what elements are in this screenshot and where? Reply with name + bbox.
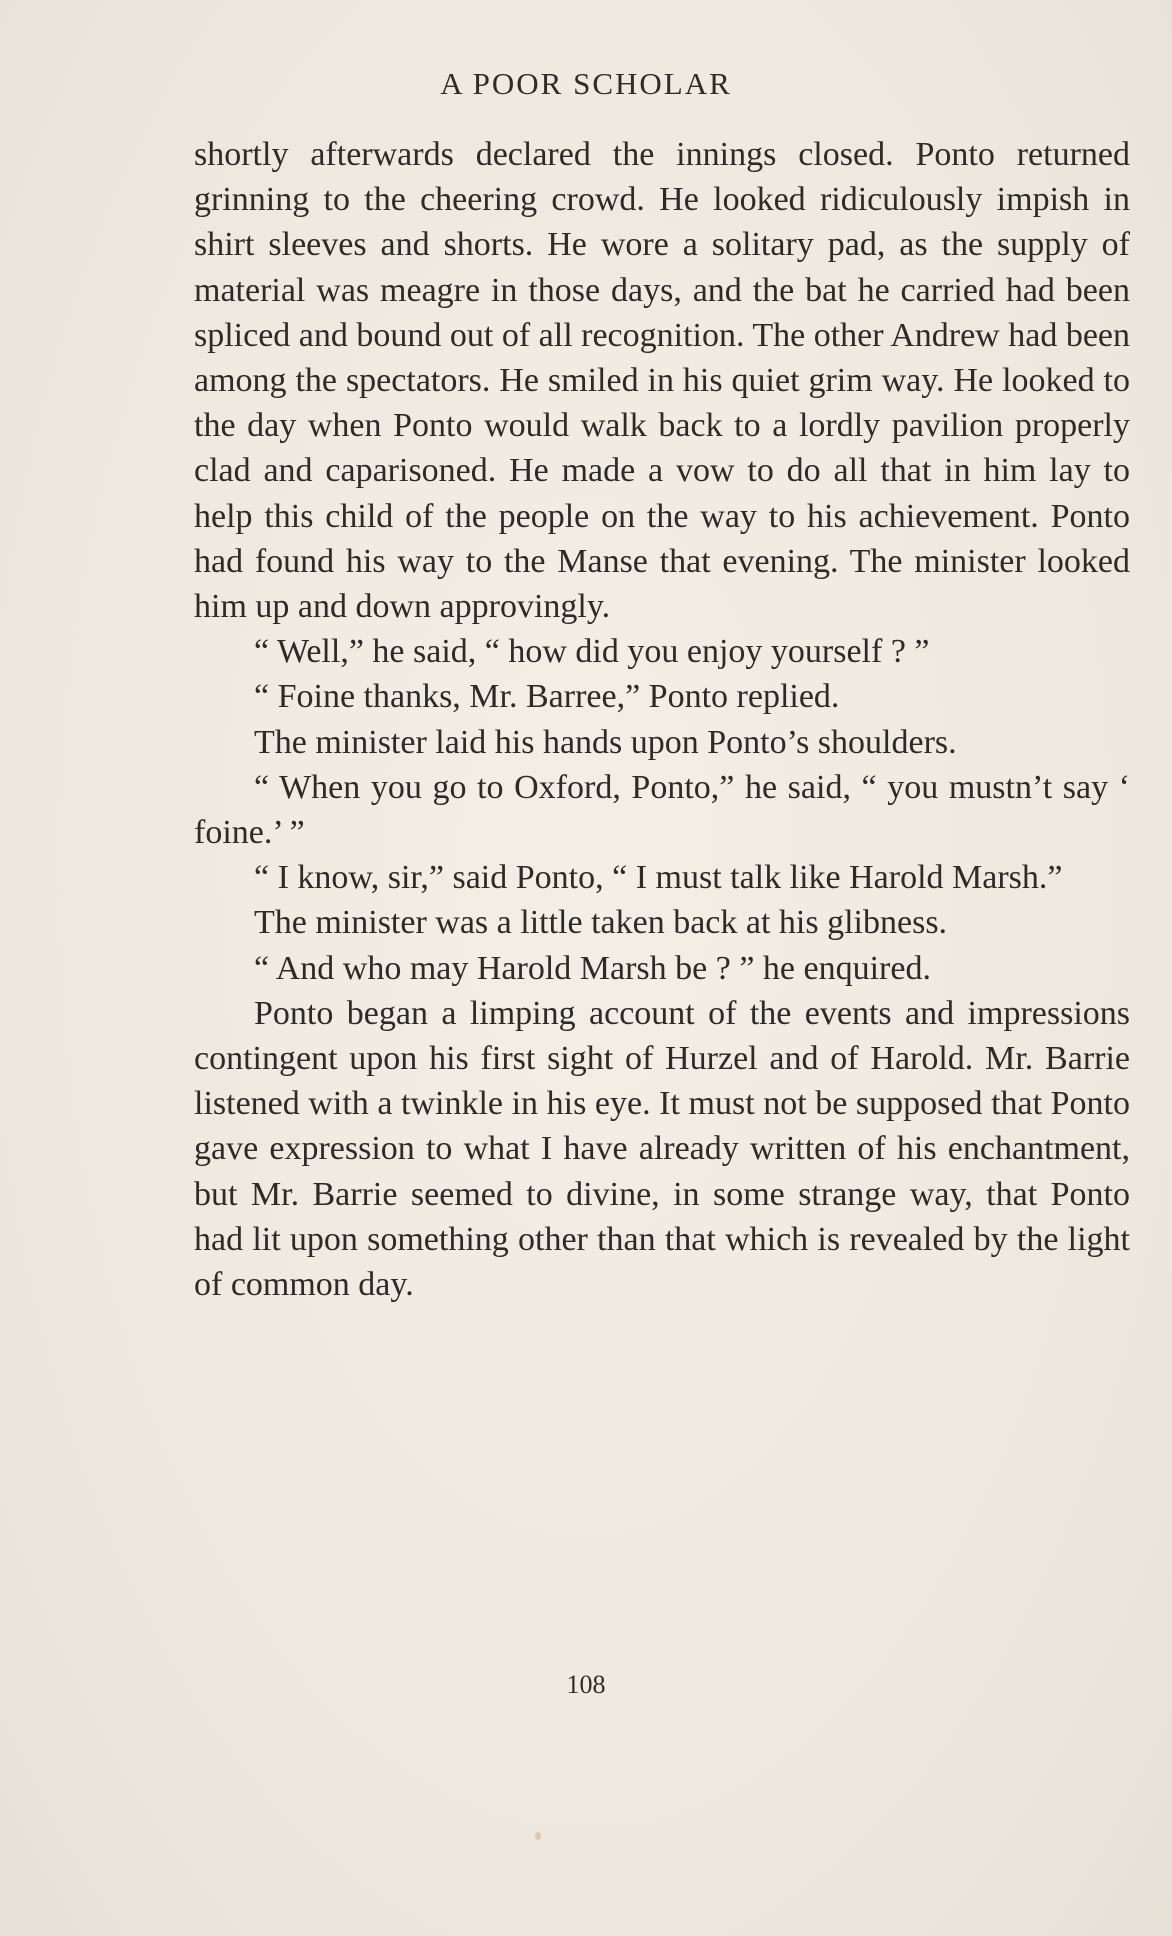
paper-speck [535,1832,541,1840]
paragraph-continuation: shortly afterwards declared the innings closed. Ponto returned grinning to the cheering crowd. He looked ridiculously impish in shirt sleeves and shorts. He wore a solitary pad, as the supply of material was meagre in those days, and the bat he carried had been spliced and bound out of all recognition. The other Andrew had been among the spectators. He smiled in his quiet grim way. He looked to the day when Ponto would walk back to a lordly pavilion properly clad and caparisoned. He made a vow to do all that in him lay to help this child of the people on the way to his achievement. Ponto had found his way to the Manse that evening. The minister looked him up and down approvingly. [194,136,1131,626]
body-text [194,132,1130,1307]
paragraph: The minister was a little taken back at his glibness. [254,904,948,942]
paragraph: Ponto began a limping account of the events and impressions contingent upon his first sight of Hurzel and of Harold. Mr. Barrie listened with a twinkle in his eye. It must not be supposed that Ponto gave expression to what I have already written of his enchantment, but Mr. Barrie seemed to divine, in some strange way, that Ponto had lit upon something other than that which is revealed by the light of common day. [194,994,1130,1304]
running-head: A POOR SCHOLAR [440,66,732,101]
paragraph-dialogue: “ Well,” he said, “ how did you enjoy yourself ? ” [254,633,930,671]
page-number: 108 [566,1670,606,1699]
paragraph-dialogue: “ I know, sir,” said Ponto, “ I must talk like Harold Marsh.” [254,859,1063,897]
paragraph: The minister laid his hands upon Ponto’s shoulders. [254,723,957,761]
paragraph-dialogue: “ And who may Harold Marsh be ? ” he enquired. [254,949,931,987]
paragraph-dialogue: “ When you go to Oxford, Ponto,” he said, “ you mustn’t say ‘ foine.’ ” [194,768,1130,852]
paragraph-dialogue: “ Foine thanks, Mr. Barree,” Ponto replied. [254,678,840,716]
